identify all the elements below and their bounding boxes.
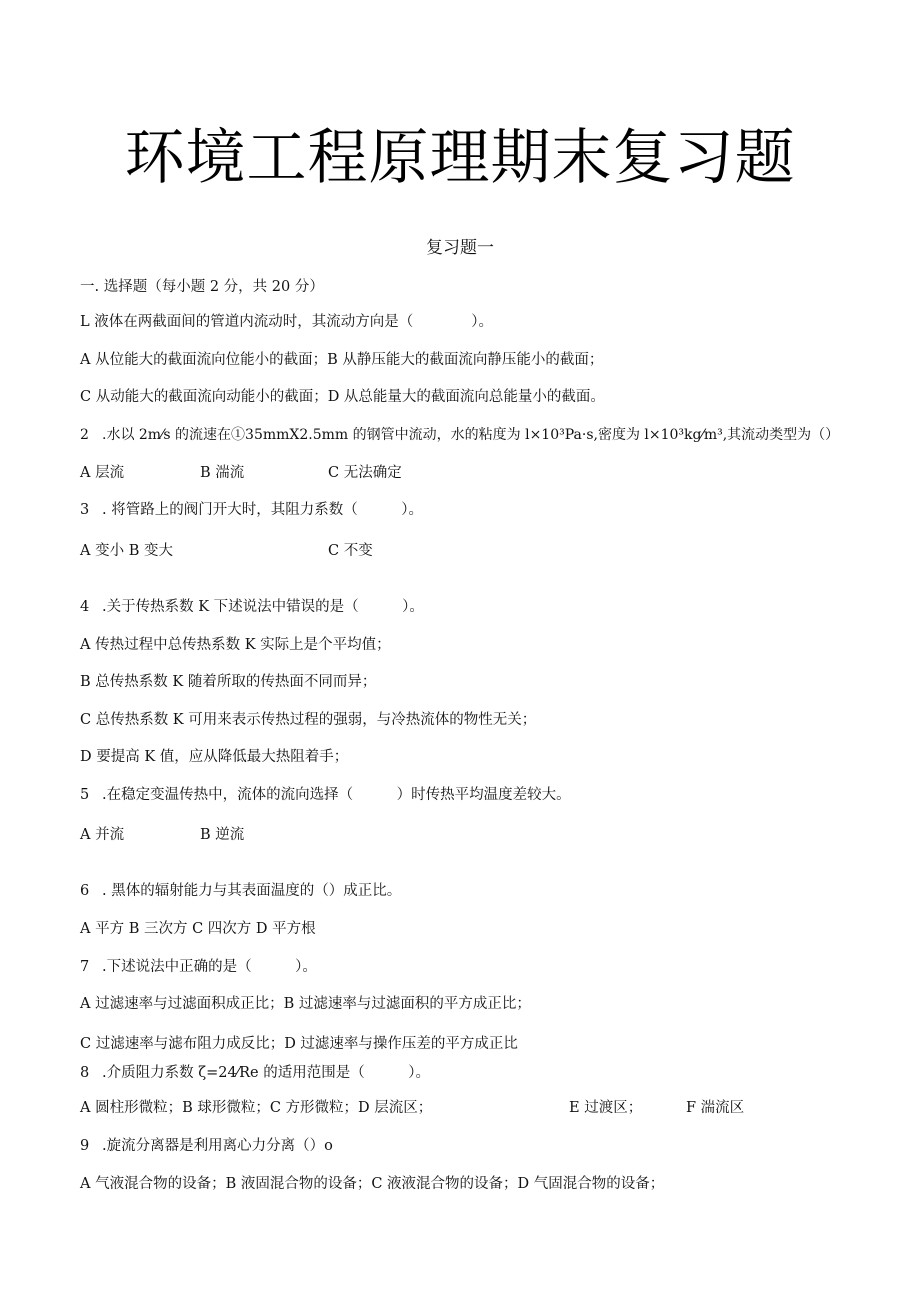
question-6-options: A 平方 B 三次方 C 四次方 D 平方根 — [80, 921, 316, 937]
question-9-stem — [80, 1136, 333, 1156]
question-7-number: 7 — [80, 959, 90, 975]
question-8-option-e: E 过渡区； — [569, 1100, 643, 1116]
question-4-option-b: B 总传热系数 K 随着所取的传热面不同而异； — [80, 674, 377, 690]
question-8-number: 8 — [80, 1065, 90, 1081]
question-5-stem — [80, 785, 571, 805]
question-6-number: 6 — [80, 883, 90, 899]
question-5-number: 5 — [80, 787, 90, 803]
question-6-text: . 黑体的辐射能力与其表面温度的（）成正比。 — [102, 883, 402, 899]
question-8-options-ad: A 圆柱形微粒；B 球形微粒；C 方形微粒；D 层流区； — [80, 1100, 433, 1116]
question-3-options-ab: A 变小 B 变大 — [80, 543, 173, 559]
question-9-number: 9 — [80, 1138, 90, 1154]
question-7-options-cd: C 过滤速率与滤布阻力成反比；D 过滤速率与操作压差的平方成正比 — [80, 1036, 518, 1052]
question-9-text: .旋流分离器是利用离心力分离（）o — [102, 1138, 333, 1154]
question-1-options-cd: C 从动能大的截面流向动能小的截面；D 从总能量大的截面流向总能量小的截面。 — [80, 389, 605, 405]
question-9-options: A 气液混合物的设备；B 液固混合物的设备；C 液液混合物的设备；D 气固混合物的设备； — [80, 1176, 665, 1192]
question-5-option-b: B 逆流 — [200, 827, 245, 843]
question-4-option-c: C 总传热系数 K 可用来表示传热过程的强弱，与冷热流体的物性无关； — [80, 712, 537, 728]
question-1-stem: L 液体在两截面间的管道内流动时，其流动方向是（ ）。 — [80, 314, 493, 330]
question-4-stem — [80, 597, 424, 617]
question-6-stem — [80, 881, 401, 901]
question-4-option-d: D 要提高 K 值，应从降低最大热阻着手； — [80, 749, 349, 765]
question-4-number: 4 — [80, 599, 90, 615]
question-4-option-a: A 传热过程中总传热系数 K 实际上是个平均值； — [80, 637, 391, 653]
question-3-stem — [80, 500, 423, 520]
question-3-number: 3 — [80, 502, 90, 518]
question-1-options-ab: A 从位能大的截面流向位能小的截面；B 从静压能大的截面流向静压能小的截面； — [80, 352, 604, 368]
question-2-number: 2 — [80, 427, 89, 443]
question-3-text: . 将管路上的阀门开大时，其阻力系数（ ）。 — [102, 502, 423, 518]
question-2-option-b: B 湍流 — [200, 465, 245, 481]
question-7-stem — [80, 957, 317, 977]
question-2-stem — [80, 425, 839, 445]
section-subtitle: 复习题一 — [426, 238, 494, 258]
question-5-option-a: A 并流 — [80, 827, 125, 843]
question-7-text: .下述说法中正确的是（ ）。 — [102, 959, 317, 975]
question-2-option-a: A 层流 — [80, 465, 125, 481]
question-4-text: .关于传热系数 K 下述说法中错误的是（ ）。 — [102, 599, 424, 615]
question-8-option-f: F 湍流区 — [686, 1100, 745, 1116]
question-5-text: .在稳定变温传热中，流体的流向选择（ ）时传热平均温度差较大。 — [102, 787, 571, 803]
question-2-option-c: C 无法确定 — [328, 465, 402, 481]
section-heading: 一. 选择题（每小题 2 分，共 20 分） — [80, 279, 324, 295]
question-3-option-c: C 不变 — [328, 543, 373, 559]
question-8-text: .介质阻力系数 ζ=24⁄Re 的适用范围是（ ）。 — [102, 1065, 430, 1081]
question-8-stem — [80, 1063, 430, 1083]
question-2-text: .水以 2m⁄s 的流速在①35mmX2.5mm 的钢管中流动，水的粘度为 l×10³Pa·s,密度为 l×10³kg⁄m³,其流动类型为（） — [102, 427, 840, 443]
document-title: 环境工程原理期末复习题 — [124, 123, 796, 193]
question-7-options-ab: A 过滤速率与过滤面积成正比；B 过滤速率与过滤面积的平方成正比； — [80, 996, 531, 1012]
